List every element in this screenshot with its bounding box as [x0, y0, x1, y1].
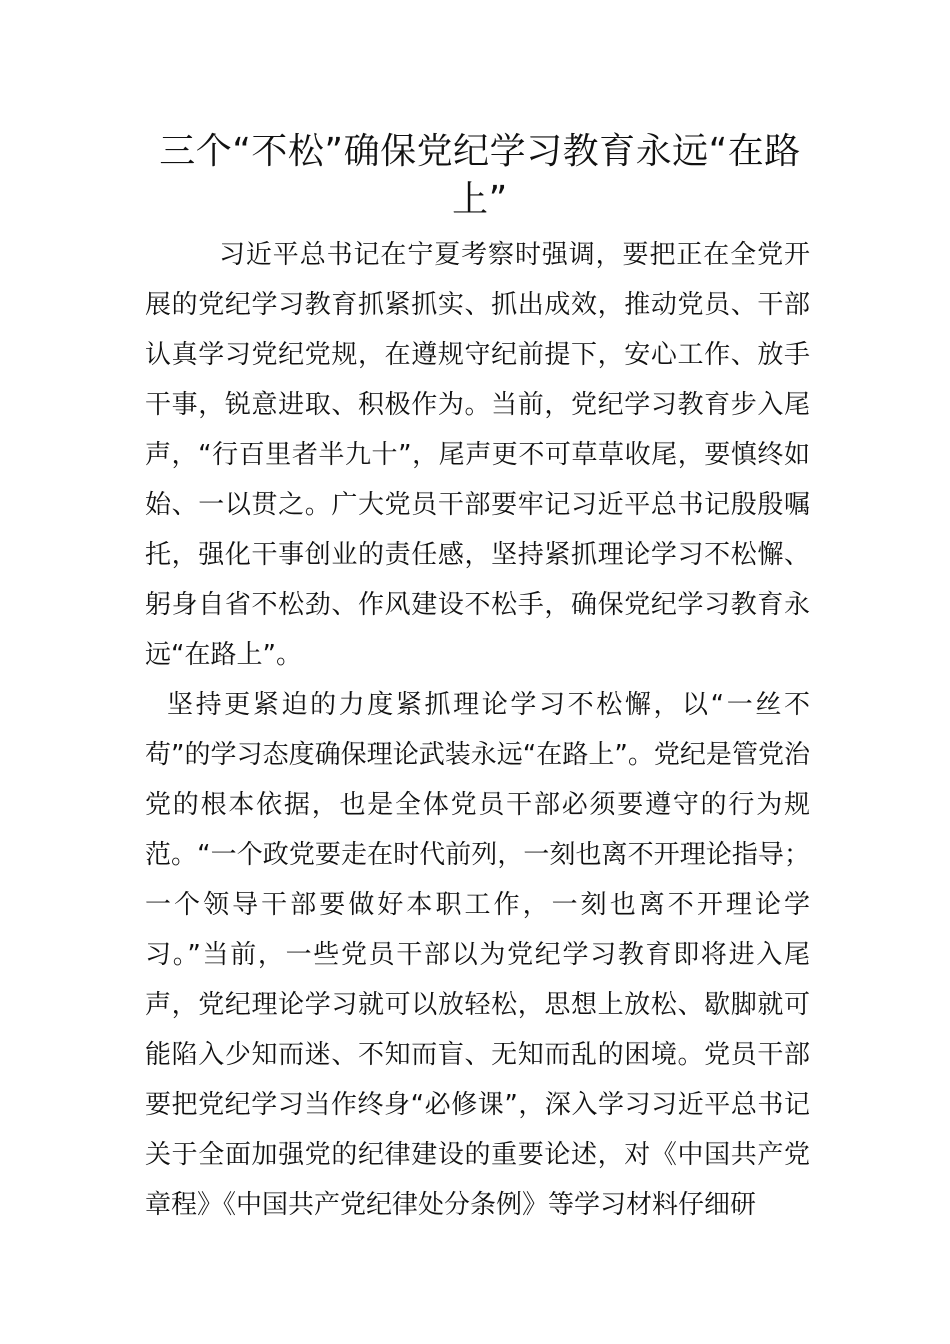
document-body	[145, 230, 810, 1230]
paragraph-theory-study: 坚持更紧迫的力度紧抓理论学习不松懈，以“一丝不苟”的学习态度确保理论武装永远“在路上”。党纪是管党治党的根本依据，也是全体党员干部必须要遵守的行为规范。“一个政党要走在时代前列，一刻也离不开理论指导；一个领导干部要做好本职工作，一刻也离不开理论学习。”当前，一些党员干部以为党纪学习教育即将进入尾声，党纪理论学习就可以放轻松，思想上放松、歇脚就可能陷入少知而迷、不知而盲、无知而乱的困境。党员干部要把党纪学习当作终身“必修课”，深入学习习近平总书记关于全面加强党的纪律建设的重要论述，对《中国共产党章程》《中国共产党纪律处分条例》等学习材料仔细研	[145, 690, 810, 1220]
paragraph-intro: 习近平总书记在宁夏考察时强调，要把正在全党开展的党纪学习教育抓紧抓实、抓出成效，推动党员、干部认真学习党纪党规，在遵规守纪前提下，安心工作、放手干事，锐意进取、积极作为。当前，党纪学习教育步入尾声，“行百里者半九十”，尾声更不可草草收尾，要慎终如始、一以贯之。广大党员干部要牢记习近平总书记殷殷嘱托，强化干事创业的责任感，坚持紧抓理论学习不松懈、躬身自省不松劲、作风建设不松手，确保党纪学习教育永远“在路上”。	[145, 240, 810, 670]
document-title: 三个“不松”确保党纪学习教育永远“在路上”	[159, 131, 801, 220]
